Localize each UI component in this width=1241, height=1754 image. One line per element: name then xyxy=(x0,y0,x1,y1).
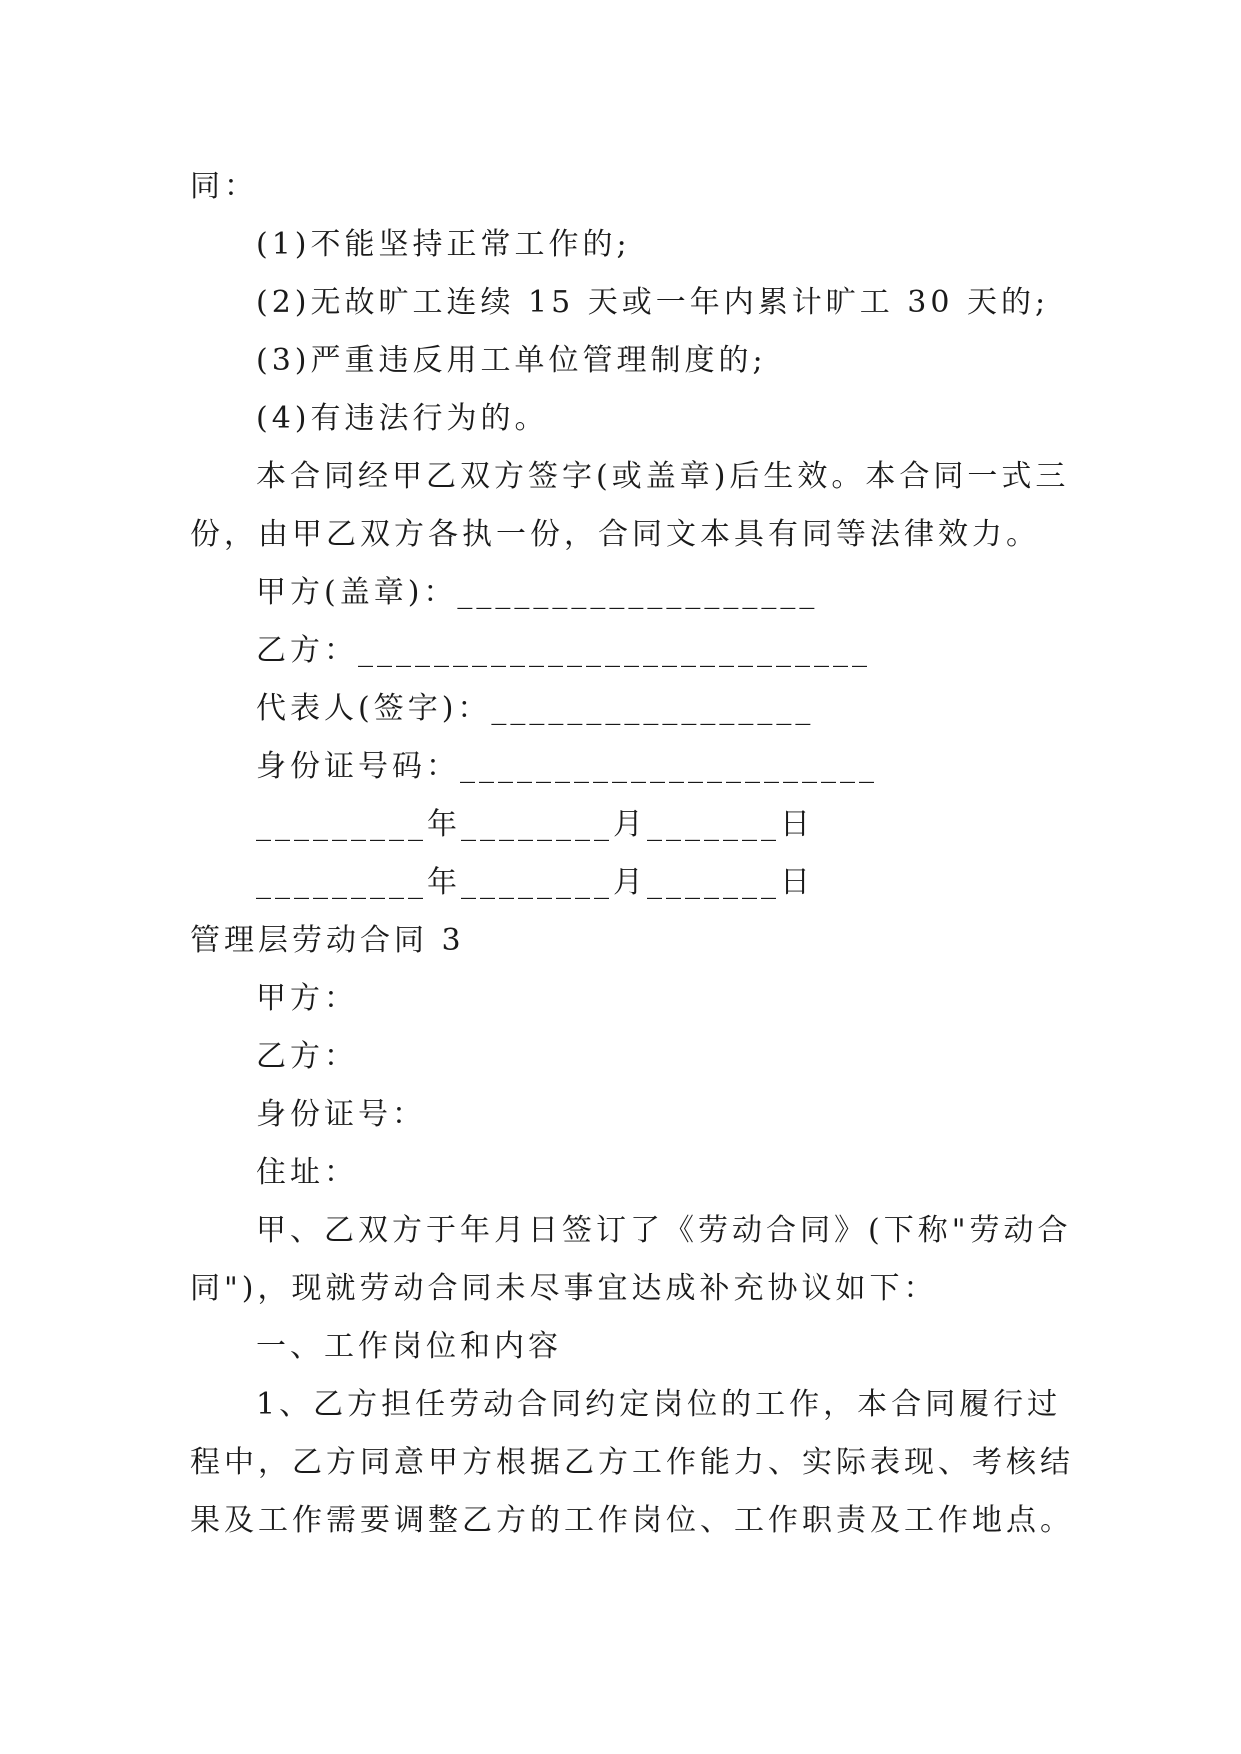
signature-line-party-a: 甲方(盖章)：___________________ xyxy=(256,575,819,610)
field-id-number: 身份证号： xyxy=(256,1097,426,1132)
section-title: 管理层劳动合同 3 xyxy=(190,923,465,958)
list-item: (2)无故旷工连续 15 天或一年内累计旷工 30 天的; xyxy=(256,285,1050,320)
text-line: 同： xyxy=(190,169,258,204)
list-item: (4)有违法行为的。 xyxy=(256,401,549,436)
text-line: 同")，现就劳动合同未尽事宜达成补充协议如下： xyxy=(190,1271,938,1306)
list-item: (3)严重违反用工单位管理制度的; xyxy=(256,343,767,378)
text-line: 份，由甲乙双方各执一份，合同文本具有同等法律效力。 xyxy=(190,517,1040,552)
signature-line-party-b: 乙方：___________________________ xyxy=(256,633,871,668)
date-line: _________年________月_______日 xyxy=(256,807,814,842)
text-line: 果及工作需要调整乙方的工作岗位、工作职责及工作地点。 xyxy=(190,1503,1074,1538)
text-line: 本合同经甲乙双方签字(或盖章)后生效。本合同一式三 xyxy=(256,459,1070,494)
list-item: (1)不能坚持正常工作的; xyxy=(256,227,631,262)
subsection-heading: 一、工作岗位和内容 xyxy=(256,1329,562,1364)
field-address: 住址： xyxy=(256,1155,358,1190)
field-party-b: 乙方： xyxy=(256,1039,358,1074)
text-line: 程中，乙方同意甲方根据乙方工作能力、实际表现、考核结 xyxy=(190,1445,1074,1480)
signature-line-representative: 代表人(签字)：_________________ xyxy=(256,691,815,726)
text-line: 甲、乙双方于年月日签订了《劳动合同》(下称"劳动合 xyxy=(256,1213,1072,1248)
date-line: _________年________月_______日 xyxy=(256,865,814,900)
field-party-a: 甲方： xyxy=(256,981,358,1016)
text-line: 1、乙方担任劳动合同约定岗位的工作，本合同履行过 xyxy=(256,1387,1062,1422)
signature-line-id-number: 身份证号码：______________________ xyxy=(256,749,878,784)
